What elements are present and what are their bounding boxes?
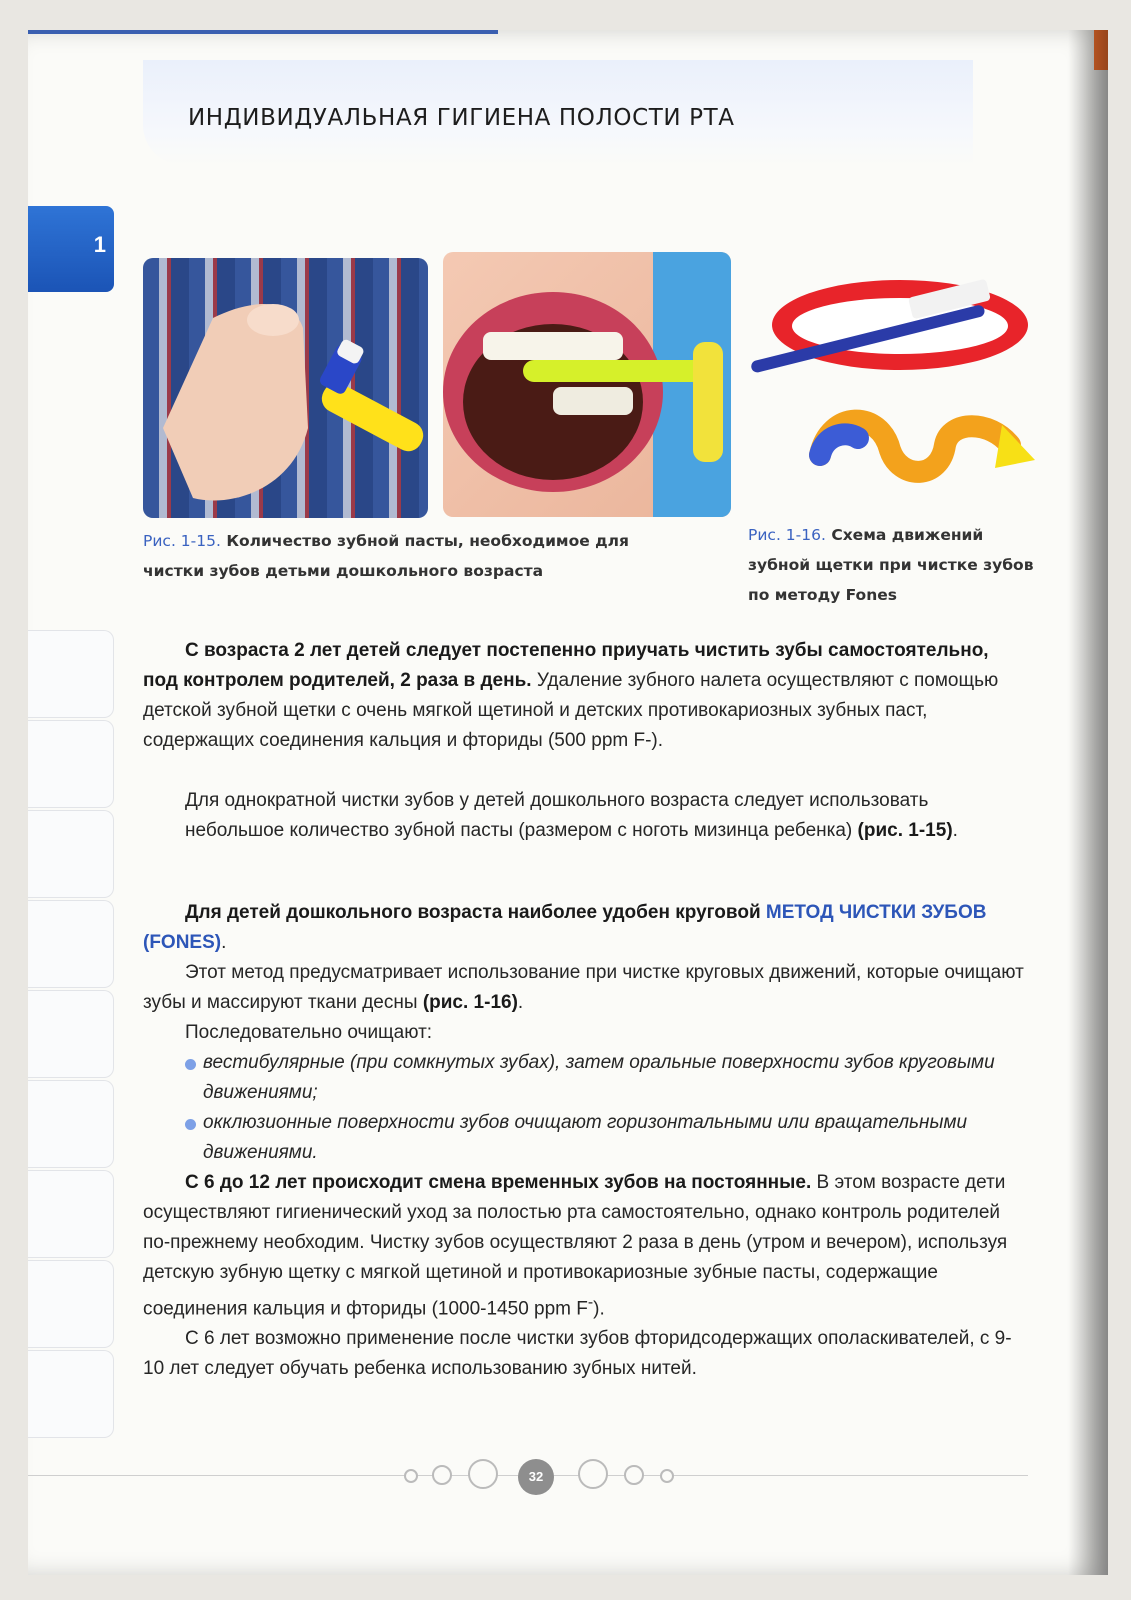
paragraph-text: Этот метод предусматривает использование при чистке круговых движений, которые очищают зубы и массируют ткани десны [143,962,1024,1013]
side-tab[interactable] [28,630,114,718]
figure-caption-text: Количество зубной пасты, необходимое для чистки зубов детьми дошкольного возраста [143,532,629,580]
figure-caption-1-15 [143,526,663,586]
figure-caption-text: Схема движений зубной щетки при чистке зубов по методу Fones [748,526,1034,604]
page-title: ИНДИВИДУАЛЬНАЯ ГИГИЕНА ПОЛОСТИ РТА [188,105,735,131]
decor-circle [624,1465,644,1485]
side-tab[interactable] [28,1350,114,1438]
punctuation: ). [593,1298,605,1320]
list-item: окклюзионные поверхности зубов очищают горизонтальными или вращательными движениями. [183,1108,1028,1168]
chapter-number: 1 [93,232,106,257]
superscript: - [587,1294,594,1311]
paragraph-fones [143,898,1028,1384]
side-tab[interactable] [28,900,114,988]
side-tab[interactable] [28,810,114,898]
decor-circle [468,1459,498,1489]
fones-diagram [740,270,1040,505]
side-tab[interactable] [28,1260,114,1348]
side-tabs [28,630,114,1440]
punctuation: . [221,932,227,953]
figure-fones-scheme [740,270,1040,505]
figure-child-brushing [443,252,731,517]
list-item: вестибулярные (при сомкнутых зубах), затем оральные поверхности зубов круговыми движениями; [183,1048,1028,1108]
textbook-page [28,30,1108,1575]
figure-reference[interactable]: (рис. 1-16) [422,992,518,1013]
paragraph-lead: Для детей дошкольного возраста наиболее удобен круговой [185,902,761,923]
figure-label: Рис. 1-16. [748,526,826,544]
paragraph-text: В этом возрасте дети осуществляют гигиенический уход за полостью рта самостоятельно, однако контроль родителей по-прежнему необходим. Чистку зубов осуществляют 2 раза в день (утром и вечером), используя детскую зубную щетку с мягкой щетиной и противокариозные зубные пасты, содержащие соединения кальция и фториды (1000-1450 ppm F [143,1172,1008,1320]
chapter-tab[interactable] [28,206,114,292]
figure-label: Рис. 1-15. [143,532,221,550]
punctuation: . [952,820,958,841]
figure-toothpaste-amount [143,258,428,518]
paragraph-text: С 6 лет возможно применение после чистки зубов фторидсодержащих ополаскивателей, с 9-10 лет следует обучать ребенка использованию зубных нитей. [143,1328,1012,1380]
list-intro: Последовательно очищают: [185,1022,433,1043]
page-edge-shadow [1068,30,1108,1575]
punctuation: . [517,992,524,1013]
paragraph-age-2 [143,636,1028,756]
paragraph-amount [185,786,1028,846]
figure-caption-1-16 [748,520,1048,610]
side-tab[interactable] [28,720,114,808]
method-term: МЕТОД ЧИСТКИ ЗУБОВ (FONES) [143,902,987,953]
paragraph-text: Удаление зубного налета осуществляют с помощью детской зубной щетки с очень мягкой щетиной и детских противокариозных зубных паст, содержащих соединения кальция и фториды (500 ppm F-). [143,670,999,751]
decor-circle [578,1459,608,1489]
child-mouth-illustration [443,252,731,517]
toothbrush-finger-illustration [143,258,428,518]
page-footer [28,1455,1108,1495]
decor-circle [432,1465,452,1485]
side-tab[interactable] [28,990,114,1078]
side-tab[interactable] [28,1170,114,1258]
figure-reference[interactable]: (рис. 1-15) [857,820,953,841]
decor-circle [404,1469,418,1483]
side-tab[interactable] [28,1080,114,1168]
paragraph-text: Для однократной чистки зубов у детей дошкольного возраста следует использовать небольшое количество зубной пасты (размером с ноготь мизинца ребенка) [185,790,929,841]
paragraph-lead: С возраста 2 лет детей следует постепенно приучать чистить зубы самостоятельно, под контролем родителей, 2 раза в день. [143,640,989,691]
decor-circle [660,1469,674,1483]
page-number: 32 [518,1459,554,1495]
top-rule [28,30,498,34]
cleaning-steps-list [143,1048,1028,1168]
paragraph-lead: С 6 до 12 лет происходит смена временных зубов на постоянные. [185,1172,812,1193]
